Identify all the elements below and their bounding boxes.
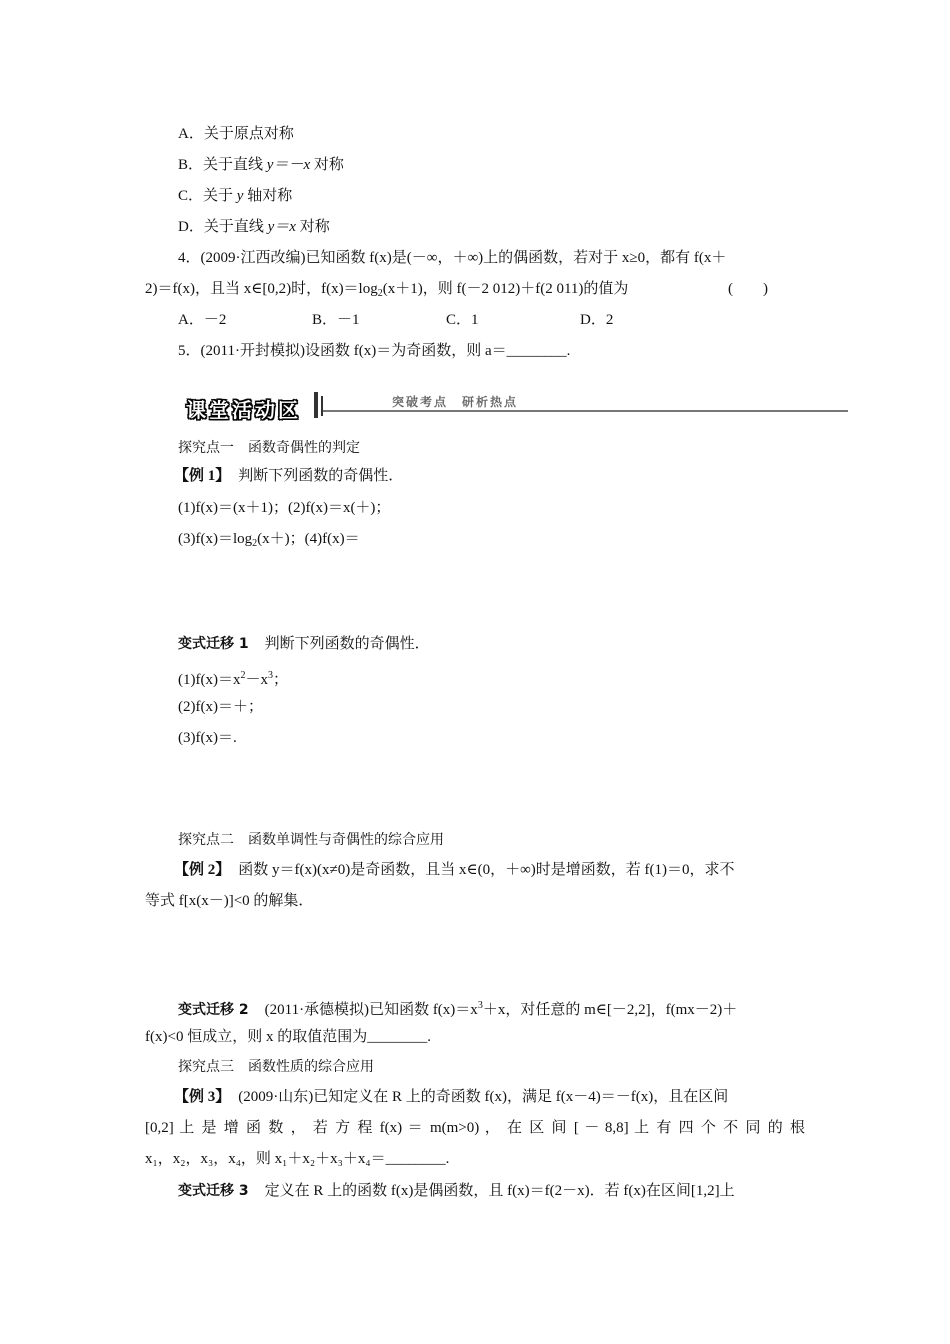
variant-2-line-1: 变式迁移 2 (2011·承德模拟)已知函数 $f(x)=x^3+x$，对任意的 m∈[－2,2]，f(mx－2)＋ (178, 1000, 738, 1018)
example-3-line-2: [0,2] 上 是 增 函 数 ， 若 方 程 f(x) ＝ m(m>0) ， 在 区 间 [ － 8,8] 上 有 四 个 不 同 的 根 (145, 1120, 805, 1136)
q4-option-d: D．2 (580, 312, 614, 328)
option-d: D．关于直线 y＝x 对称 (178, 219, 330, 235)
example-3-line-1: 【例 3】 (2009·山东)已知定义在 R 上的奇函数 f(x)，满足 f(x－4)＝－f(x)，且在区间 (174, 1089, 729, 1105)
option-b: B．关于直线 y＝－x 对称 (178, 157, 344, 173)
question-5: 5．(2011·开封模拟)设函数 f(x)＝为奇函数，则 a＝________. (178, 343, 571, 359)
point-2-heading: 探究点二 函数单调性与奇偶性的综合应用 (178, 832, 444, 848)
banner-divider-thin (321, 396, 323, 416)
point-3-heading: 探究点三 函数性质的综合应用 (178, 1059, 374, 1075)
question-4-line-2: 2)＝f(x)，且当 x∈[0,2)时，$f(x)=\log_2(x+1)$，则 f(－2 012)＋f(2 011)的值为 (145, 281, 629, 299)
example-2-line-2: 等式 f[x(x－)]<0 的解集． (145, 893, 314, 909)
example-2-line-1: 【例 2】 函数 y＝f(x)(x≠0)是奇函数，且当 x∈(0，＋∞)时是增函数，若 f(1)＝0，求不 (174, 862, 735, 878)
banner-title: 课堂活动区 (186, 398, 301, 422)
variant-1-item-2: (2)f(x)＝＋； (178, 699, 263, 715)
banner-rule (323, 410, 848, 412)
variant-1: 变式迁移 1 判断下列函数的奇偶性． (178, 636, 430, 652)
q4-option-c: C．1 (446, 312, 479, 328)
example-1-items-a: (1)f(x)＝(x＋1)；(2)f(x)＝x(＋)； (178, 500, 391, 516)
question-4-line-1: 4．(2009·江西改编)已知函数 f(x)是(－∞，＋∞)上的偶函数，若对于 x≥0，都有 f(x＋ (178, 250, 727, 266)
variant-3: 变式迁移 3 定义在 R 上的函数 f(x)是偶函数，且 f(x)＝f(2－x)．若 f(x)在区间[1,2]上 (178, 1183, 735, 1199)
example-3-line-3: x₁，x₂，x₃，x₄，则 x₁＋x₂＋x₃＋x₄＝________. (145, 1151, 450, 1167)
banner-subtitle: 突破考点 研析热点 (392, 395, 519, 409)
section-banner (180, 390, 848, 422)
banner-divider-thick (314, 392, 318, 418)
variant-1-item-3: (3)f(x)＝. (178, 730, 237, 746)
q4-option-a: A．－2 (178, 312, 227, 328)
variant-1-item-1: $(1)f(x)=x^2-x^3$； (178, 670, 289, 688)
point-1-heading: 探究点一 函数奇偶性的判定 (178, 440, 360, 456)
answer-bracket: ( ) (728, 281, 768, 297)
q4-option-b: B．－1 (312, 312, 360, 328)
variant-2-line-2: f(x)<0 恒成立，则 x 的取值范围为________. (145, 1029, 431, 1045)
example-1: 【例 1】 判断下列函数的奇偶性． (174, 468, 404, 484)
option-c: C．关于 y 轴对称 (178, 188, 293, 204)
option-a: A．关于原点对称 (178, 126, 294, 142)
example-1-items-b: $(3)f(x)=\log_2(x+)$；(4)f(x)＝ (178, 531, 360, 549)
